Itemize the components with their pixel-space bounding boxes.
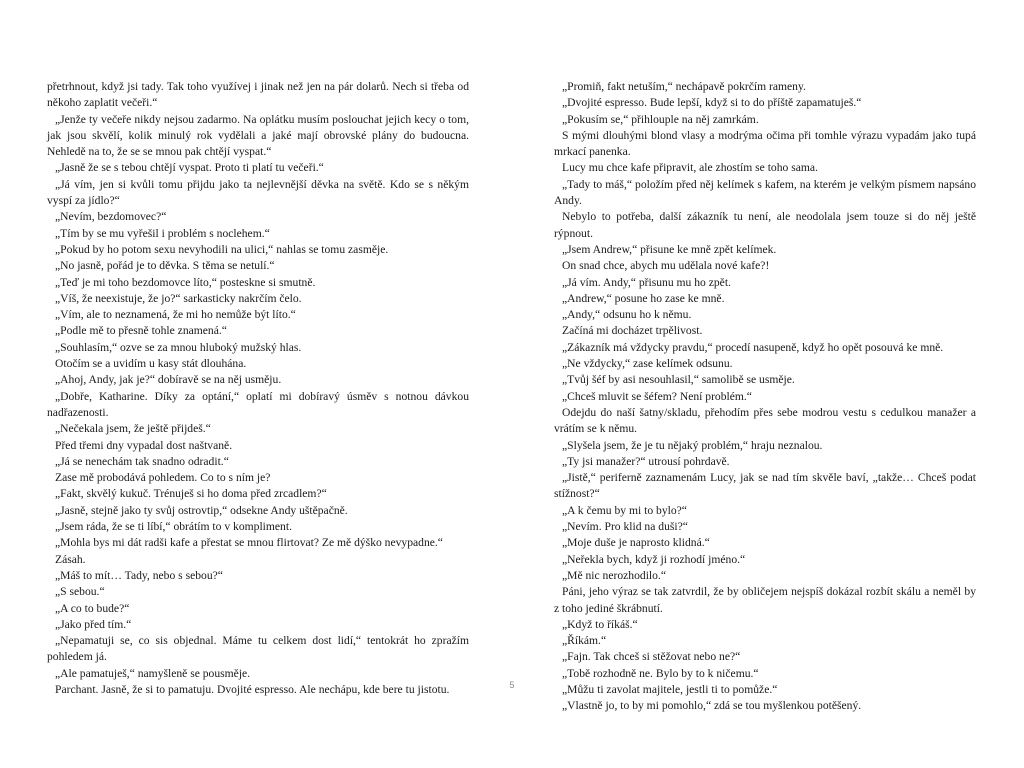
paragraph: „A k čemu by mi to bylo?“ — [562, 503, 687, 517]
paragraph: „Můžu ti zavolat majitele, jestli ti to pomůže.“ — [562, 682, 778, 696]
paragraph: „Ale pamatuješ,“ namyšleně se pousměje. — [55, 666, 251, 680]
paragraph: On snad chce, abych mu udělala nové kafe?! — [562, 259, 770, 273]
paragraph: Před třemi dny vypadal dost naštvaně. — [55, 438, 233, 452]
paragraph: „A co to bude?“ — [55, 601, 130, 615]
paragraph: přetrhnout, když jsi tady. Tak toho využívej i jinak než jen na pár dolarů. Nech si třeba od někoho zaplatit večeři.“ — [47, 80, 469, 110]
paragraph: „Říkám.“ — [562, 634, 607, 648]
paragraph: „Vím, ale to neznamená, že mi ho nemůže být líto.“ — [55, 308, 296, 322]
paragraph: „Slyšela jsem, že je tu nějaký problém,“ hraju neznalou. — [562, 438, 823, 452]
paragraph: „Jasně, stejně jako ty svůj ostrovtip,“ odsekne Andy uštěpačně. — [55, 503, 348, 517]
paragraph: „Andy,“ odsunu ho k němu. — [562, 308, 692, 322]
paragraph: „Fakt, skvělý kukuč. Trénuješ si ho doma před zrcadlem?“ — [55, 487, 327, 501]
paragraph: „Pokud by ho potom sexu nevyhodili na ulici,“ nahlas se tomu zasměje. — [55, 242, 389, 256]
page-number: 5 — [509, 680, 515, 690]
paragraph: „Jenže ty večeře nikdy nejsou zadarmo. Na oplátku musím poslouchat jejich kecy o tom, jak jsou skvělí, kolik minulý rok vydělali a jaké mají obrovské plány do budoucna. Nehledě na to, že se se mnou pak chtějí vyspat.“ — [47, 112, 469, 159]
paragraph: „Andrew,“ posune ho zase ke mně. — [562, 291, 725, 305]
paragraph: „Fajn. Tak chceš si stěžovat nebo ne?“ — [562, 650, 741, 664]
paragraph: „Souhlasím,“ ozve se za mnou hluboký mužský hlas. — [55, 340, 302, 354]
paragraph: „Jsem ráda, že se ti líbí,“ obrátím to v kompliment. — [55, 520, 292, 534]
paragraph: „Pokusím se,“ přihlouple na něj zamrkám. — [562, 112, 759, 126]
paragraph: „Jistě,“ periferně zaznamenám Lucy, jak se nad tím skvěle baví, „takže… Chceš podat stížnost?“ — [554, 471, 976, 501]
paragraph: „Moje duše je naprosto klidná.“ — [562, 536, 710, 550]
paragraph: „Podle mě to přesně tohle znamená.“ — [55, 324, 227, 338]
paragraph: Lucy mu chce kafe připravit, ale zhostím se toho sama. — [562, 161, 818, 175]
paragraph: „Nepamatuji se, co sis objednal. Máme tu celkem dost lidí,“ tentokrát ho zpražím pohledem já. — [47, 634, 469, 664]
paragraph: „Nevím, bezdomovec?“ — [55, 210, 167, 224]
paragraph: „Ne vždycky,“ zase kelímek odsunu. — [562, 357, 733, 371]
paragraph: „S sebou.“ — [55, 585, 105, 599]
paragraph: „Když to říkáš.“ — [562, 617, 638, 631]
paragraph: Začíná mi docházet trpělivost. — [562, 324, 703, 338]
left-column — [47, 79, 469, 698]
paragraph: „Mě nic nerozhodilo.“ — [562, 568, 666, 582]
paragraph: „Já vím. Andy,“ přisunu mu ho zpět. — [562, 275, 731, 289]
paragraph: „Teď je mi toho bezdomovce líto,“ posteskne si smutně. — [55, 275, 316, 289]
paragraph: „No jasně, pořád je to děvka. S těma se netulí.“ — [55, 259, 275, 273]
paragraph: Zásah. — [55, 552, 86, 566]
paragraph: „Tobě rozhodně ne. Bylo by to k ničemu.“ — [562, 666, 759, 680]
paragraph: Nebylo to potřeba, další zákazník tu není, ale neodolala jsem touze si do něj ještě rýpnout. — [554, 210, 976, 240]
paragraph: „Ahoj, Andy, jak je?“ dobíravě se na něj usměju. — [55, 373, 282, 387]
paragraph: „Vlastně jo, to by mi pomohlo,“ zdá se tou myšlenkou potěšený. — [562, 699, 862, 713]
paragraph: „Nevím. Pro klid na duši?“ — [562, 520, 688, 534]
paragraph: S mými dlouhými blond vlasy a modrýma očima při tomhle výrazu vypadám jako tupá mrkací panenka. — [554, 128, 976, 159]
paragraph: „Já vím, jen si kvůli tomu přijdu jako ta nejlevnější děvka na světě. Kdo se s někým vyspí za jídlo?“ — [47, 177, 469, 208]
paragraph: „Promiň, fakt netuším,“ nechápavě pokrčím rameny. — [562, 80, 806, 93]
paragraph: „Víš, že neexistuje, že jo?“ sarkasticky nakrčím čelo. — [55, 291, 302, 305]
paragraph: „Mohla bys mi dát radši kafe a přestat se mnou flirtovat? Ze mě dýško nevypadne.“ — [55, 536, 443, 550]
paragraph: Otočím se a uvidím u kasy stát dlouhána. — [55, 357, 247, 371]
paragraph: „Tvůj šéf by asi nesouhlasil,“ samolibě se usměje. — [562, 373, 795, 387]
paragraph: Zase mě probodává pohledem. Co to s ním je? — [55, 471, 271, 485]
paragraph: „Neřekla bych, když ji rozhodí jméno.“ — [562, 552, 746, 566]
paragraph: „Dvojité espresso. Bude lepší, když si to do příště zapamatuješ.“ — [562, 96, 862, 110]
right-column — [554, 79, 976, 715]
paragraph: „Jako před tím.“ — [55, 617, 132, 631]
paragraph: „Ty jsi manažer?“ utrousí pohrdavě. — [562, 454, 730, 468]
paragraph: Parchant. Jasně, že si to pamatuju. Dvojité espresso. Ale nechápu, kde bere tu jistotu. — [55, 682, 450, 696]
paragraph: Odejdu do naší šatny/skladu, přehodím přes sebe modrou vestu s cedulkou manažer a vrátím se k němu. — [554, 405, 976, 436]
paragraph: „Jasně že se s tebou chtějí vyspat. Proto ti platí tu večeři.“ — [55, 161, 324, 175]
paragraph: „Jsem Andrew,“ přisune ke mně zpět kelímek. — [562, 242, 777, 256]
paragraph: „Zákazník má vždycky pravdu,“ procedí nasupeně, když ho opět posouvá ke mně. — [562, 340, 944, 354]
paragraph: „Nečekala jsem, že ještě přijdeš.“ — [55, 422, 211, 436]
paragraph: „Tady to máš,“ položím před něj kelímek s kafem, na kterém je velkým písmem napsáno Andy. — [554, 177, 976, 208]
paragraph: „Já se nenechám tak snadno odradit.“ — [55, 454, 229, 468]
paragraph: „Máš to mít… Tady, nebo s sebou?“ — [55, 568, 223, 582]
paragraph: „Dobře, Katharine. Díky za optání,“ oplatí mi dobíravý úsměv s notnou dávkou nadřazenosti. — [47, 389, 469, 419]
paragraph: „Tím by se mu vyřešil i problém s noclehem.“ — [55, 226, 270, 240]
paragraph: „Chceš mluvit se šéfem? Není problém.“ — [562, 389, 752, 403]
paragraph: Páni, jeho výraz se tak zatvrdil, že by obličejem nejspíš dokázal rozbít skálu a neměl by z toho jediné škrábnutí. — [554, 585, 976, 615]
